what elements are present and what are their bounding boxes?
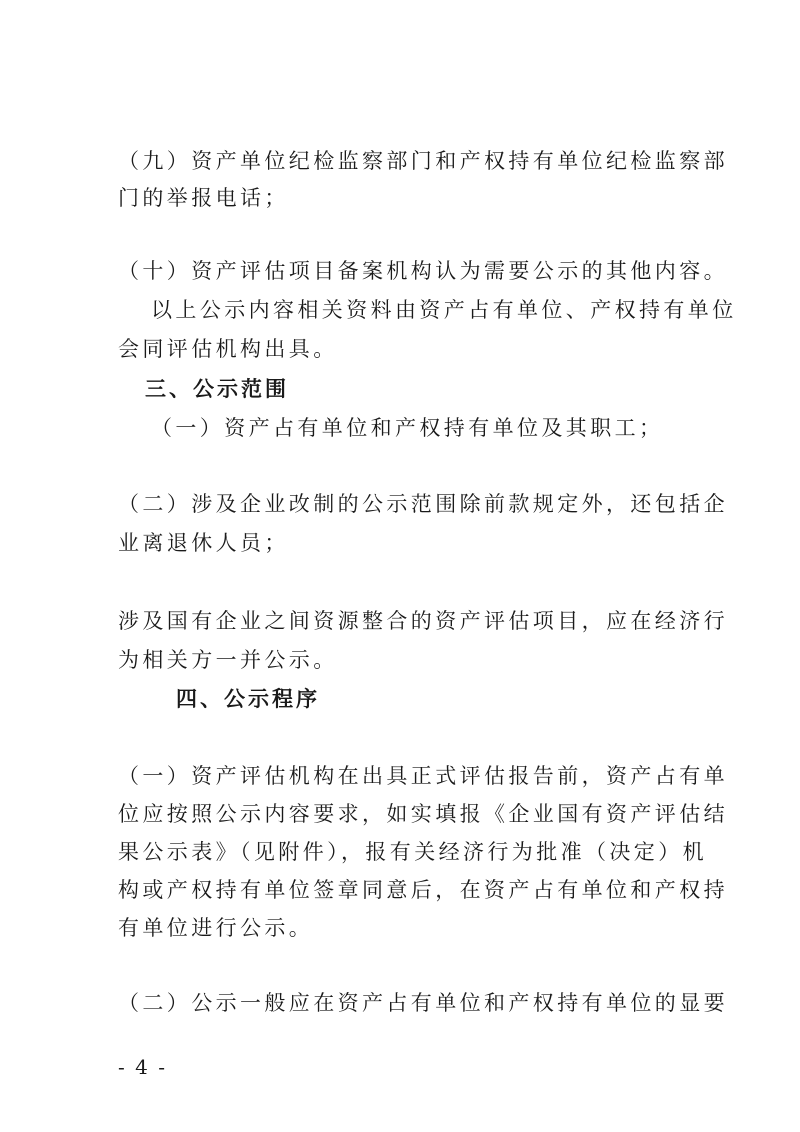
section-4-item-1-line-4: 构或产权持有单位签章同意后，在资产占有单位和产权持: [118, 878, 728, 902]
section-3-item-2-line-1: （二）涉及企业改制的公示范围除前款规定外，还包括企: [118, 492, 728, 516]
page-number: - 4 -: [118, 1055, 167, 1079]
section-3-item-2-line-2: 业离退休人员；: [118, 531, 289, 555]
item-9-line-2: 门的举报电话；: [118, 186, 289, 210]
note-line-2: 会同评估机构出具。: [118, 337, 338, 361]
section-3-heading: 三、公示范围: [145, 377, 289, 401]
section-4-item-1-line-1: （一）资产评估机构在出具正式评估报告前，资产占有单: [118, 764, 728, 788]
section-4-item-1-line-5: 有单位进行公示。: [118, 916, 314, 940]
note-line-1: 以上公示内容相关资料由资产占有单位、产权持有单位: [151, 298, 737, 322]
section-3-item-1: （一）资产占有单位和产权持有单位及其职工；: [151, 416, 664, 440]
section-4-item-1-line-3: 果公示表》（见附件），报有关经济行为批准（决定）机: [118, 840, 707, 864]
section-4-heading: 四、公示程序: [176, 687, 320, 711]
section-4-item-1-line-2: 位应按照公示内容要求，如实填报《企业国有资产评估结: [118, 802, 728, 826]
item-9-line-1: （九）资产单位纪检监察部门和产权持有单位纪检监察部: [118, 149, 728, 173]
section-3-item-3-line-1: 涉及国有企业之间资源整合的资产评估项目，应在经济行: [118, 609, 728, 633]
section-3-item-3-line-2: 为相关方一并公示。: [118, 648, 338, 672]
item-10-line: （十）资产评估项目备案机构认为需要公示的其他内容。: [118, 259, 728, 283]
section-4-item-2-line-1: （二）公示一般应在资产占有单位和产权持有单位的显要: [118, 991, 728, 1015]
